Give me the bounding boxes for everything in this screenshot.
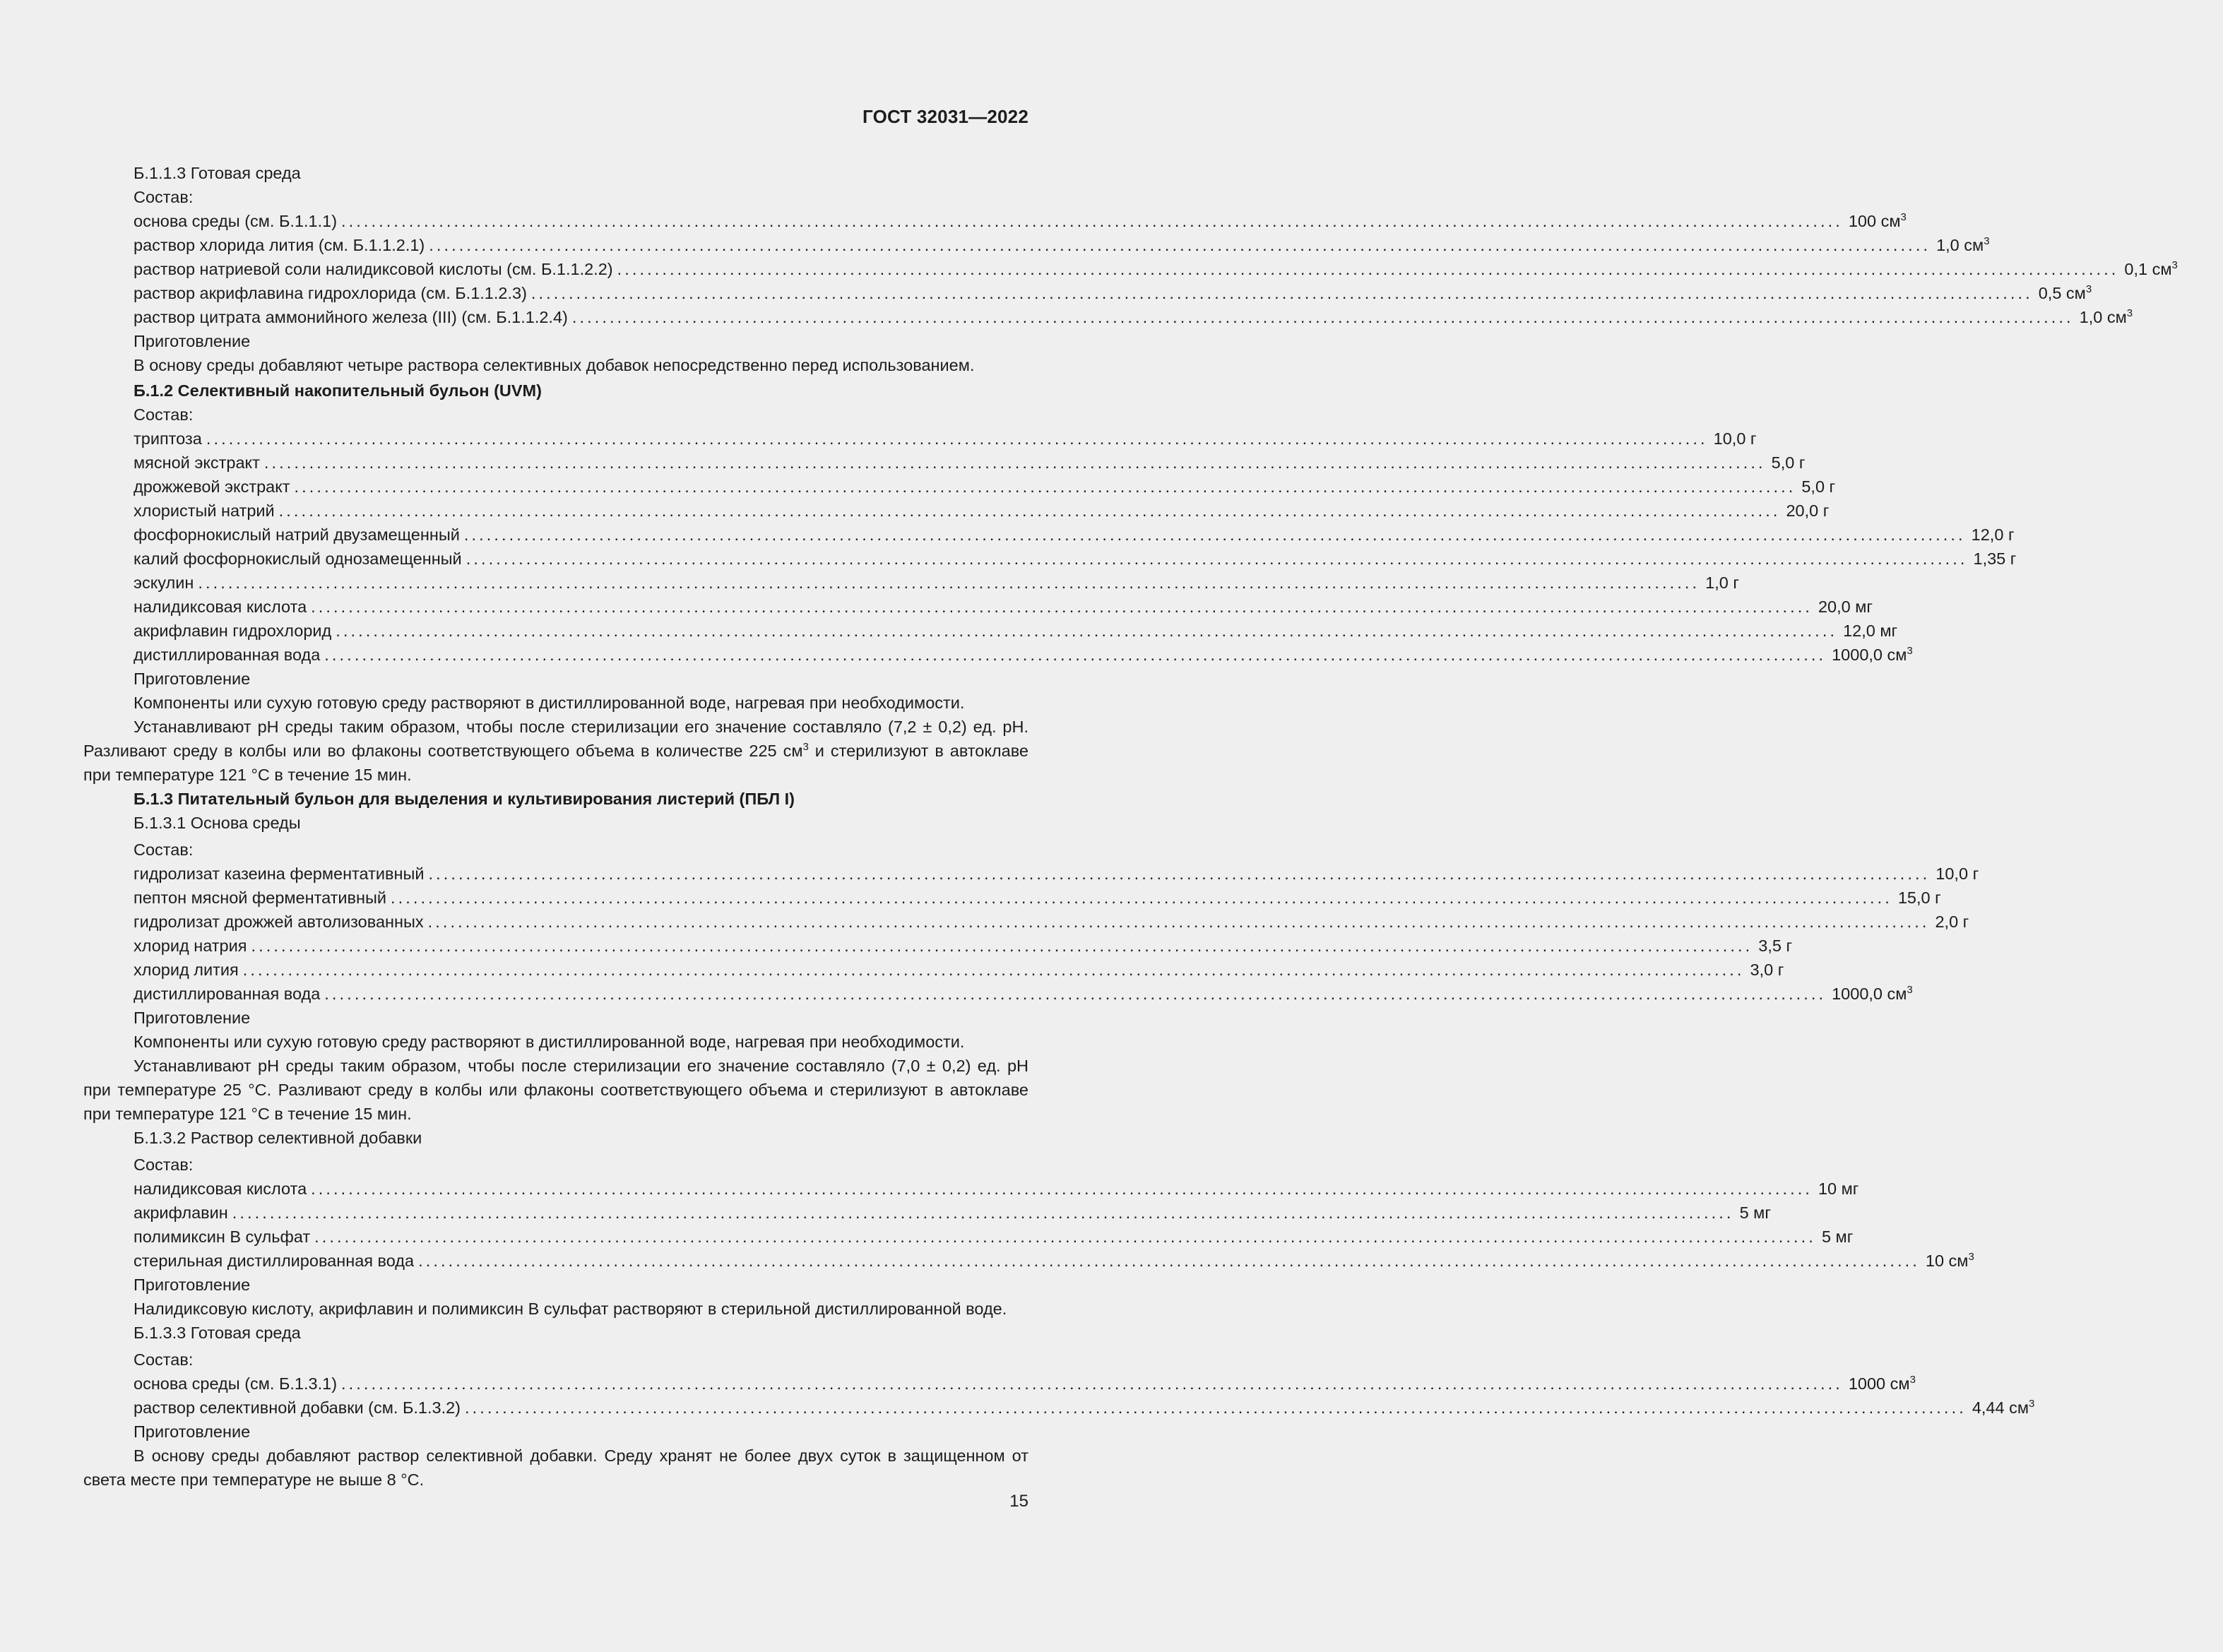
composition-item-name: эскулин bbox=[134, 574, 194, 592]
leader-dots: ........................................................................................................................................................................................................ bbox=[206, 429, 1708, 448]
composition-label: Состав: bbox=[134, 840, 194, 859]
prep-text-part: Устанавливают pH среды таким образом, чтобы после стерилизации его значение составляло (7,2 ± 0,2) ед. pH. Разливают среду в колбы или во флаконы соответствующего объема в количестве 225 см bbox=[83, 718, 1028, 760]
composition-item-name: налидиксовая кислота bbox=[134, 598, 307, 616]
composition-item-name: стерильная дистиллированная вода bbox=[134, 1252, 415, 1270]
composition-item-name: хлористый натрий bbox=[134, 501, 275, 520]
page-number: 15 bbox=[1009, 1492, 1028, 1511]
prep-text: Устанавливают pH среды таким образом, чтобы после стерилизации его значение составляло (7,0 ± 0,2) ед. pH при температуре 25 °С. Разливают среду в колбы или флаконы соответствующего объема и стерилизуют в автоклаве при температуре 121 °С в течение 15 мин. bbox=[83, 1057, 1028, 1123]
composition-item bbox=[83, 1225, 1854, 1249]
composition-item bbox=[83, 233, 1990, 257]
leader-dots: ........................................................................................................................................................................................................ bbox=[463, 525, 1966, 544]
prep-text: Компоненты или сухую готовую среду растворяют в дистиллированной воде, нагревая при необходимости. bbox=[134, 1033, 965, 1051]
composition-item bbox=[83, 643, 1913, 667]
composition-item-value: 1,0 г bbox=[1705, 574, 1739, 592]
composition-item bbox=[83, 305, 2133, 329]
subsection-title-b131: Б.1.3.1 Основа среды bbox=[134, 814, 301, 832]
superscript: 3 bbox=[1909, 1374, 1916, 1386]
prep-label: Приготовление bbox=[134, 1009, 251, 1027]
composition-list-b113 bbox=[83, 209, 2178, 329]
leader-dots: ........................................................................................................................................................................................................ bbox=[341, 1374, 1843, 1393]
superscript: 3 bbox=[1968, 1251, 1974, 1263]
composition-item-value: 1000,0 $см^3$ bbox=[1832, 645, 1913, 664]
leader-dots: ........................................................................................................................................................................................................ bbox=[263, 453, 1766, 472]
composition-item bbox=[83, 571, 1739, 595]
superscript: 3 bbox=[1907, 645, 1913, 657]
section-title-b13: Б.1.3 Питательный бульон для выделения и культивирования листерий (ПБЛ I) bbox=[134, 790, 795, 808]
leader-dots: ........................................................................................................................................................................................................ bbox=[336, 622, 1838, 640]
composition-item bbox=[83, 958, 1784, 982]
leader-dots: ........................................................................................................................................................................................................ bbox=[324, 985, 1827, 1003]
leader-dots: ........................................................................................................................................................................................................ bbox=[466, 549, 1968, 568]
leader-dots: ........................................................................................................................................................................................................ bbox=[232, 1204, 1734, 1222]
composition-item-name: полимиксин В сульфат bbox=[134, 1228, 311, 1246]
document-header: ГОСТ 32031—2022 bbox=[862, 106, 1028, 127]
leader-dots: ........................................................................................................................................................................................................ bbox=[198, 574, 1700, 592]
prep-label: Приготовление bbox=[134, 1276, 251, 1294]
section-title-b12: Б.1.2 Селективный накопительный бульон (UVM) bbox=[134, 381, 542, 400]
leader-dots: ........................................................................................................................................................................................................ bbox=[617, 260, 2119, 278]
superscript: 3 bbox=[2085, 283, 2092, 295]
leader-dots: ........................................................................................................................................................................................................ bbox=[418, 1252, 1920, 1270]
composition-item-name: дистиллированная вода bbox=[134, 646, 321, 664]
leader-dots: ........................................................................................................................................................................................................ bbox=[391, 889, 1892, 907]
superscript: 3 bbox=[2126, 307, 2133, 319]
composition-item-name: основа среды (см. Б.1.1.1) bbox=[134, 212, 338, 230]
composition-item bbox=[83, 1396, 2035, 1420]
composition-item-name: дрожжевой экстракт bbox=[134, 477, 290, 496]
composition-item bbox=[83, 451, 1806, 475]
composition-item-name: гидролизат казеина ферментативный bbox=[134, 864, 425, 883]
composition-item-name: основа среды (см. Б.1.3.1) bbox=[134, 1374, 338, 1393]
composition-item bbox=[83, 499, 1830, 523]
composition-item-name: раствор натриевой соли налидиксовой кислоты (см. Б.1.1.2.2) bbox=[134, 260, 613, 278]
composition-item bbox=[83, 523, 2015, 547]
superscript: 3 bbox=[1907, 984, 1913, 996]
composition-item-name: акрифлавин гидрохлорид bbox=[134, 622, 332, 640]
composition-item bbox=[83, 886, 1941, 910]
composition-item bbox=[83, 595, 1873, 619]
leader-dots: ........................................................................................................................................................................................................ bbox=[429, 236, 1931, 254]
composition-item-value: 1,0 $см^3$ bbox=[1936, 235, 1990, 254]
leader-dots: ........................................................................................................................................................................................................ bbox=[530, 284, 2033, 302]
composition-item-name: раствор цитрата аммонийного железа (III) (см. Б.1.1.2.4) bbox=[134, 308, 568, 326]
composition-item bbox=[83, 1372, 1916, 1396]
leader-dots: ........................................................................................................................................................................................................ bbox=[314, 1228, 1816, 1246]
superscript: 3 bbox=[802, 741, 809, 753]
composition-item bbox=[83, 910, 1969, 934]
composition-item bbox=[83, 982, 1913, 1006]
composition-item-value: 1000 $см^3$ bbox=[1848, 1374, 1916, 1393]
leader-dots: ........................................................................................................................................................................................................ bbox=[278, 501, 1781, 520]
superscript: 3 bbox=[2171, 259, 2178, 271]
superscript: 3 bbox=[2029, 1398, 2035, 1410]
composition-item-value: 1000,0 $см^3$ bbox=[1832, 984, 1913, 1003]
composition-item-value: 5,0 г bbox=[1801, 477, 1836, 496]
composition-item-name: хлорид лития bbox=[134, 961, 239, 979]
superscript: 3 bbox=[1900, 211, 1907, 223]
composition-item-value: 3,5 г bbox=[1758, 937, 1793, 955]
composition-item-value: 10,0 г bbox=[1713, 429, 1757, 448]
prep-text: Налидиксовую кислоту, акрифлавин и полимиксин В сульфат растворяют в стерильной дистиллированной воде. bbox=[134, 1300, 1007, 1318]
composition-label: Состав: bbox=[134, 1350, 194, 1369]
composition-item-name: дистиллированная вода bbox=[134, 985, 321, 1003]
composition-item-value: 10,0 г bbox=[1936, 864, 1979, 883]
prep-text: В основу среды добавляют четыре раствора селективных добавок непосредственно перед использованием. bbox=[134, 356, 975, 374]
composition-item-name: хлорид натрия bbox=[134, 937, 247, 955]
document-body bbox=[83, 161, 2178, 1492]
composition-item-value: 0,1 $см^3$ bbox=[2124, 259, 2178, 278]
prep-label: Приготовление bbox=[134, 332, 251, 350]
composition-item-name: пептон мясной ферментативный bbox=[134, 889, 387, 907]
leader-dots: ........................................................................................................................................................................................................ bbox=[242, 961, 1745, 979]
composition-item-name: раствор акрифлавина гидрохлорида (см. Б.1.1.2.3) bbox=[134, 284, 527, 302]
superscript: 3 bbox=[1984, 235, 1990, 247]
composition-list-b131 bbox=[83, 862, 1979, 1006]
leader-dots: ........................................................................................................................................................................................................ bbox=[311, 598, 1813, 616]
subsection-title-b133: Б.1.3.3 Готовая среда bbox=[134, 1324, 301, 1342]
composition-item-value: 2,0 г bbox=[1935, 913, 1969, 931]
composition-item-value: 4,44 $см^3$ bbox=[1972, 1398, 2035, 1417]
composition-item-name: раствор селективной добавки (см. Б.1.3.2) bbox=[134, 1398, 461, 1417]
leader-dots: ........................................................................................................................................................................................................ bbox=[571, 308, 2074, 326]
composition-item-name: триптоза bbox=[134, 429, 202, 448]
composition-item bbox=[83, 257, 2178, 281]
leader-dots: ........................................................................................................................................................................................................ bbox=[294, 477, 1796, 496]
composition-item-name: калий фосфорнокислый однозамещенный bbox=[134, 549, 462, 568]
composition-list-b132 bbox=[83, 1177, 1974, 1273]
composition-item bbox=[83, 1201, 1771, 1225]
composition-item bbox=[83, 1249, 1974, 1273]
composition-item-name: раствор хлорида лития (см. Б.1.1.2.1) bbox=[134, 236, 425, 254]
composition-item-value: 10 мг bbox=[1818, 1179, 1859, 1198]
composition-item-value: 5,0 г bbox=[1771, 453, 1806, 472]
prep-text bbox=[83, 715, 1028, 787]
leader-dots: ........................................................................................................................................................................................................ bbox=[428, 864, 1931, 883]
prep-text: Компоненты или сухую готовую среду растворяют в дистиллированной воде, нагревая при необходимости. bbox=[134, 694, 965, 712]
composition-label: Состав: bbox=[134, 405, 194, 424]
prep-text-part: и стерилизуют в автоклаве при температуре 121 °С в течение 15 мин. bbox=[83, 742, 1028, 784]
composition-label: Состав: bbox=[134, 188, 194, 206]
leader-dots: ........................................................................................................................................................................................................ bbox=[324, 646, 1827, 664]
composition-item-name: мясной экстракт bbox=[134, 453, 260, 472]
composition-item-value: 100 $см^3$ bbox=[1848, 211, 1907, 230]
composition-item bbox=[83, 1177, 1859, 1201]
composition-item bbox=[83, 281, 2092, 305]
composition-item bbox=[83, 475, 1836, 499]
composition-item bbox=[83, 209, 1907, 233]
composition-item-name: гидролизат дрожжей автолизованных bbox=[134, 913, 424, 931]
composition-item-name: налидиксовая кислота bbox=[134, 1179, 307, 1198]
prep-label: Приготовление bbox=[134, 1422, 251, 1441]
composition-item-value: 20,0 мг bbox=[1818, 598, 1873, 616]
composition-list-b133 bbox=[83, 1372, 2035, 1420]
prep-text: В основу среды добавляют раствор селективной добавки. Среду хранят не более двух суток в защищенном от света месте при температуре не выше 8 °С. bbox=[83, 1446, 1028, 1489]
composition-item bbox=[83, 547, 2017, 571]
composition-item-value: 3,0 г bbox=[1750, 961, 1784, 979]
composition-item bbox=[83, 934, 1793, 958]
composition-item bbox=[83, 427, 1757, 451]
composition-list-b12 bbox=[83, 427, 2017, 667]
composition-item-value: 12,0 мг bbox=[1843, 622, 1898, 640]
composition-item-value: 15,0 г bbox=[1897, 889, 1941, 907]
composition-item-value: 0,5 $см^3$ bbox=[2038, 283, 2092, 302]
composition-item-value: 5 мг bbox=[1821, 1228, 1854, 1246]
composition-item-value: 10 $см^3$ bbox=[1925, 1251, 1974, 1270]
leader-dots: ........................................................................................................................................................................................................ bbox=[427, 913, 1930, 931]
composition-item-value: 5 мг bbox=[1739, 1204, 1771, 1222]
leader-dots: ........................................................................................................................................................................................................ bbox=[465, 1398, 1967, 1417]
section-title-b113: Б.1.1.3 Готовая среда bbox=[134, 164, 301, 182]
composition-item-name: акрифлавин bbox=[134, 1204, 228, 1222]
leader-dots: ........................................................................................................................................................................................................ bbox=[311, 1179, 1813, 1198]
subsection-title-b132: Б.1.3.2 Раствор селективной добавки bbox=[134, 1129, 422, 1147]
composition-item-value: 20,0 г bbox=[1786, 501, 1830, 520]
leader-dots: ........................................................................................................................................................................................................ bbox=[251, 937, 1753, 955]
composition-item-value: 1,0 $см^3$ bbox=[2079, 307, 2133, 326]
composition-item-name: фосфорнокислый натрий двузамещенный bbox=[134, 525, 460, 544]
leader-dots: ........................................................................................................................................................................................................ bbox=[341, 212, 1843, 230]
composition-item bbox=[83, 619, 1898, 643]
composition-item bbox=[83, 862, 1979, 886]
prep-label: Приготовление bbox=[134, 670, 251, 688]
composition-item-value: 1,35 г bbox=[1973, 549, 2017, 568]
composition-item-value: 12,0 г bbox=[1971, 525, 2015, 544]
composition-label: Состав: bbox=[134, 1155, 194, 1174]
